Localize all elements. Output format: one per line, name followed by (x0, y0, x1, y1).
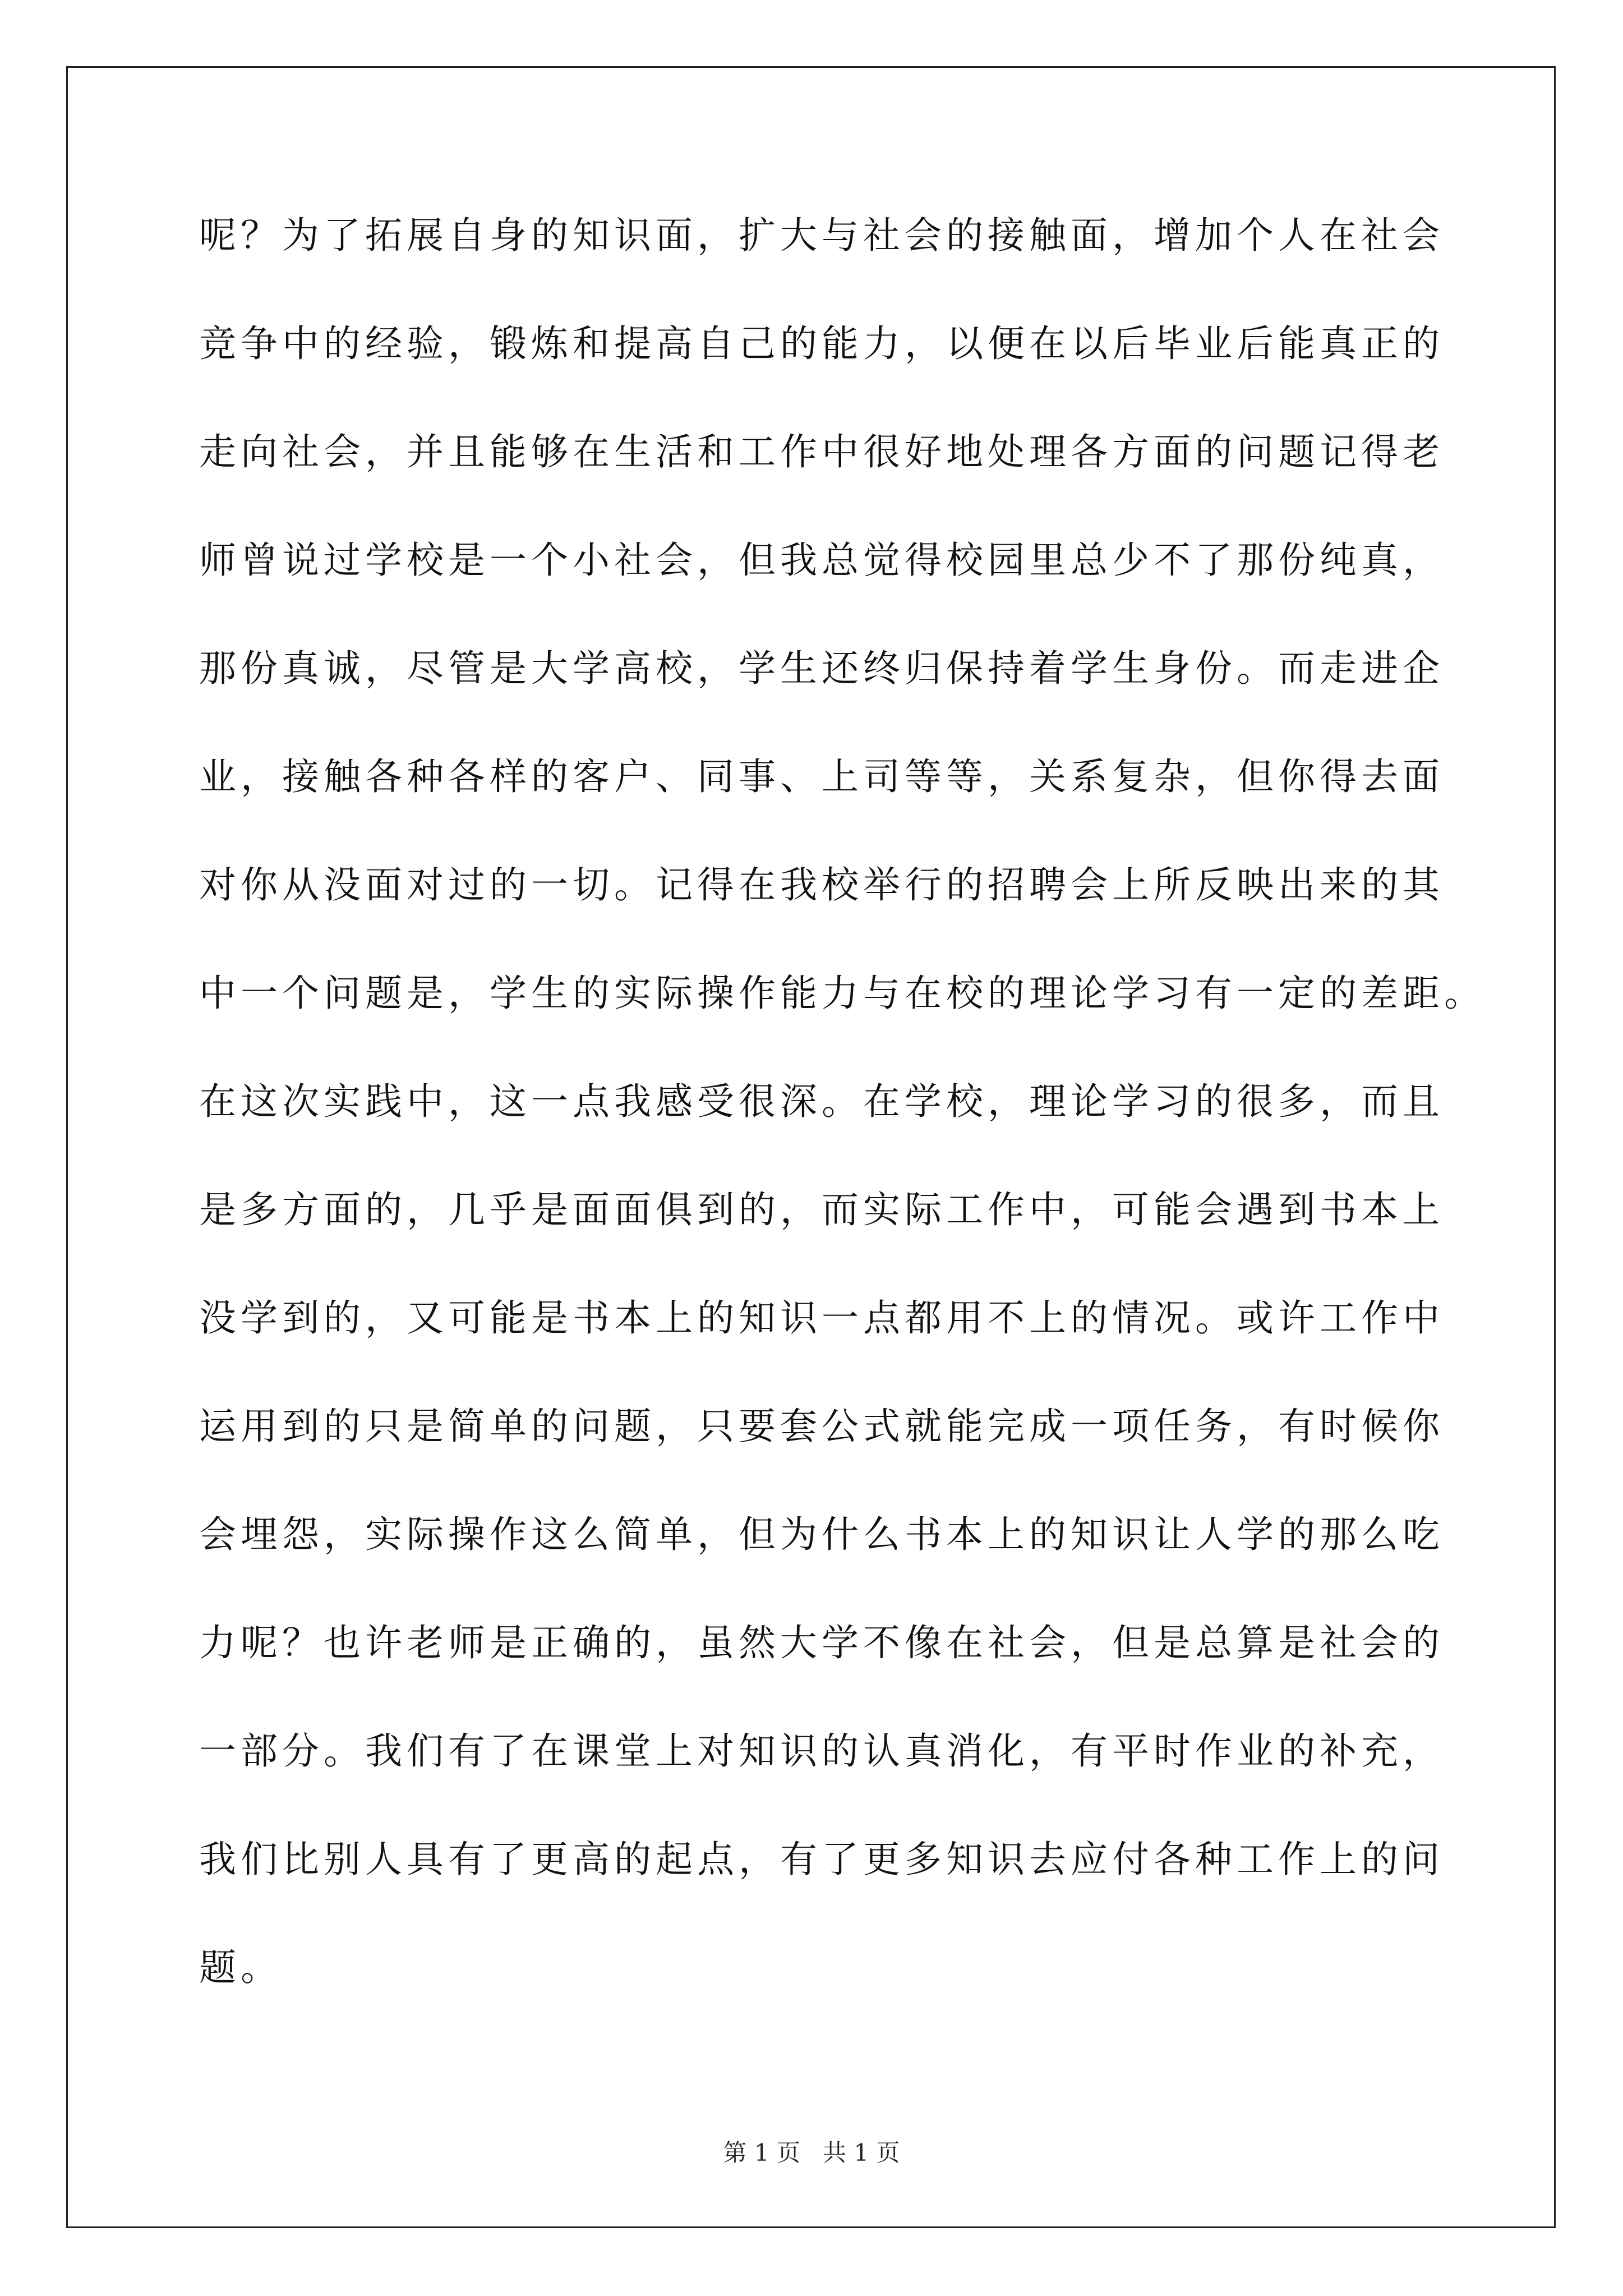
text-line: 一部分。我们有了在课堂上对知识的认真消化，有平时作业的补充， (199, 1729, 1444, 1773)
body-text (199, 202, 1489, 2042)
text-line: 那份真诚，尽管是大学高校，学生还终归保持着学生身份。而走进企 (199, 647, 1444, 690)
text-line: 竞争中的经验，锻炼和提高自己的能力，以便在以后毕业后能真正的 (199, 322, 1444, 365)
text-line: 我们比别人具有了更高的起点，有了更多知识去应付各种工作上的问 (199, 1838, 1444, 1881)
text-line: 运用到的只是简单的问题，只要套公式就能完成一项任务，有时候你 (199, 1405, 1444, 1448)
text-line: 师曾说过学校是一个小社会，但我总觉得校园里总少不了那份纯真， (199, 539, 1444, 582)
text-line: 在这次实践中，这一点我感受很深。在学校，理论学习的很多，而且 (199, 1080, 1444, 1123)
text-line: 题。 (199, 1946, 282, 1989)
text-line: 对你从没面对过的一切。记得在我校举行的招聘会上所反映出来的其 (199, 863, 1444, 907)
page-number-footer: 第 1 页 共 1 页 (723, 2139, 900, 2166)
text-line: 是多方面的，几乎是面面俱到的，而实际工作中，可能会遇到书本上 (199, 1188, 1444, 1231)
text-line: 业，接触各种各样的客户、同事、上司等等，关系复杂，但你得去面 (199, 755, 1444, 798)
text-line: 中一个问题是，学生的实际操作能力与在校的理论学习有一定的差距。 (199, 972, 1486, 1015)
text-line: 呢？为了拓展自身的知识面，扩大与社会的接触面，增加个人在社会 (199, 214, 1444, 257)
text-line: 走向社会，并且能够在生活和工作中很好地处理各方面的问题记得老 (199, 430, 1444, 473)
text-line: 力呢？也许老师是正确的，虽然大学不像在社会，但是总算是社会的 (199, 1621, 1444, 1664)
text-line: 没学到的，又可能是书本上的知识一点都用不上的情况。或许工作中 (199, 1296, 1444, 1340)
text-line: 会埋怨，实际操作这么简单，但为什么书本上的知识让人学的那么吃 (199, 1513, 1444, 1556)
